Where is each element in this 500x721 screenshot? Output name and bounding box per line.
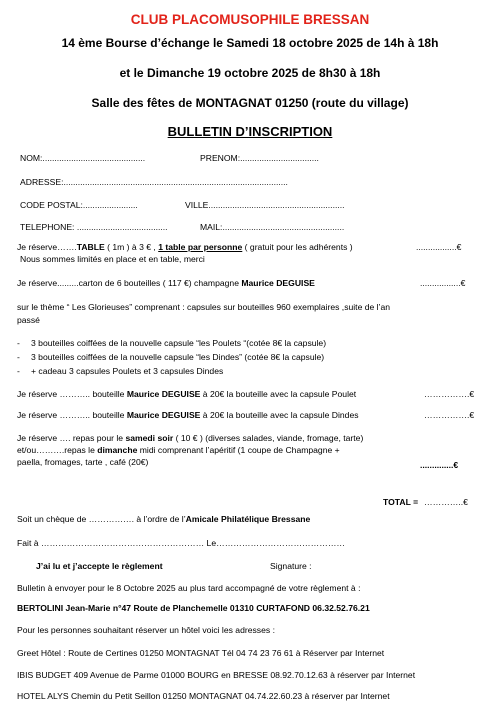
table-text-d: 1 table par personne	[158, 242, 243, 252]
champagne-line	[17, 278, 315, 289]
code-postal-field[interactable]: CODE POSTAL:.......................	[20, 200, 138, 210]
dash-marker: -	[17, 366, 20, 376]
hotel-alys: HOTEL ALYS Chemin du Petit Seillon 01250 MONTAGNAT 04.74.22.60.23 à réserver par Internet	[17, 691, 390, 701]
repas-a: Je réserve …. repas pour le	[17, 433, 126, 443]
bottle-dindes-c: à 20€ la bouteille avec la capsule Dindes	[200, 410, 359, 420]
bottle-dindes-a: Je réserve ……….. bouteille	[17, 410, 127, 420]
repas-amount[interactable]: ..............€	[420, 460, 459, 470]
cheque-line	[17, 514, 310, 525]
event-line-saturday: 14 ème Bourse d’échange le Samedi 18 octobre 2025 de 14h à 18h	[61, 36, 439, 50]
event-venue: Salle des fêtes de MONTAGNAT 01250 (route du village)	[91, 96, 409, 110]
champagne-text-b: Maurice DEGUISE	[241, 278, 315, 288]
adresse-field[interactable]: ADRESSE:..............................................................................................	[20, 177, 288, 187]
theme-item-dindes: 3 bouteilles coiffées de la nouvelle capsule “les Dindes” (cotée 8€ la capsule)	[31, 352, 325, 362]
fait-a-line[interactable]: Fait à ………………………………………………… Le………………………………………	[17, 538, 346, 548]
total-value[interactable]: …………..€	[424, 497, 468, 507]
cheque-a: Soit un chèque de ……………. à l’ordre de l’	[17, 514, 186, 524]
bottle-dindes-b: Maurice DEGUISE	[126, 410, 201, 420]
table-text-a: Je réserve…….	[17, 242, 77, 252]
repas-line-3: paella, fromages, tarte , café (20€)	[17, 457, 149, 467]
telephone-field[interactable]: TELEPHONE: ......................................	[20, 222, 168, 232]
theme-item-poulets: 3 bouteilles coiffées de la nouvelle capsule “les Poulets “(cotée 8€ la capsule)	[31, 338, 327, 348]
hotel-greet: Greet Hôtel : Route de Certines 01250 MONTAGNAT Tél 04 74 23 76 61 à Réserver par Internet	[17, 648, 385, 658]
hotels-intro: Pour les personnes souhaitant réserver un hôtel voici les adresses :	[17, 625, 275, 635]
ville-field[interactable]: VILLE.........................................................	[185, 200, 345, 210]
table-amount[interactable]: .................€	[416, 242, 462, 252]
accept-reglement: J’ai lu et j’accepte le règlement	[36, 561, 163, 571]
table-text-e: ( gratuit pour les adhérents )	[242, 242, 353, 252]
theme-line-2: passé	[17, 315, 40, 325]
repas-d: et/ou……….repas le	[17, 445, 98, 455]
envoi-instructions: Bulletin à envoyer pour le 8 Octobre 2025 au plus tard accompagné de votre règlement à :	[17, 583, 361, 593]
form-heading: BULLETIN D’INSCRIPTION	[167, 124, 333, 139]
bottle-poulet-line	[17, 389, 356, 400]
club-title: CLUB PLACOMUSOPHILE BRESSAN	[130, 12, 370, 27]
envoi-address: BERTOLINI Jean-Marie n°47 Route de Planchemelle 01310 CURTAFOND 06.32.52.76.21	[17, 603, 370, 613]
repas-f: midi comprenant l’apéritif (1 coupe de Champagne +	[137, 445, 340, 455]
bottle-poulet-a: Je réserve ……….. bouteille	[17, 389, 127, 399]
table-text-b: TABLE	[76, 242, 105, 252]
theme-line-1: sur le thème “ Les Glorieuses” comprenant : capsules sur bouteilles 960 exemplaires ,suite de l’an	[17, 302, 391, 312]
mail-field[interactable]: MAIL:...................................................	[200, 222, 345, 232]
dash-marker: -	[17, 338, 20, 348]
dash-marker: -	[17, 352, 20, 362]
repas-line-2	[17, 445, 340, 456]
bottle-poulet-c: à 20€ la bouteille avec la capsule Poulet	[200, 389, 357, 399]
prenom-field[interactable]: PRENOM:.................................	[200, 153, 319, 163]
champagne-text-a: Je réserve.........carton de 6 bouteilles ( 117 €) champagne	[17, 278, 242, 288]
hotel-ibis: IBIS BUDGET 409 Avenue de Parme 01000 BOURG en BRESSE 08.92.70.12.63 à réserver par Internet	[17, 670, 416, 680]
table-note: Nous sommes limités en place et en table, merci	[20, 254, 205, 264]
table-reservation-line	[17, 242, 353, 253]
bottle-poulet-amount[interactable]: …………….€	[424, 389, 475, 399]
nom-field[interactable]: NOM:...........................................	[20, 153, 146, 163]
bottle-poulet-b: Maurice DEGUISE	[126, 389, 201, 399]
table-text-c: ( 1m ) à 3 € ,	[104, 242, 159, 252]
repas-line-1	[17, 433, 363, 444]
bottle-dindes-amount[interactable]: …………….€	[424, 410, 475, 420]
repas-b: samedi soir	[125, 433, 174, 443]
event-line-sunday: et le Dimanche 19 octobre 2025 de 8h30 à 18h	[119, 66, 381, 80]
bottle-dindes-line	[17, 410, 359, 421]
total-label: TOTAL =	[383, 497, 419, 507]
theme-item-cadeau: + cadeau 3 capsules Poulets et 3 capsules Dindes	[31, 366, 224, 376]
repas-e: dimanche	[97, 445, 138, 455]
cheque-b: Amicale Philatélique Bressane	[185, 514, 311, 524]
signature-label: Signature :	[270, 561, 312, 571]
champagne-amount[interactable]: .................€	[420, 278, 466, 288]
repas-c: ( 10 € ) (diverses salades, viande, fromage, tarte)	[173, 433, 364, 443]
